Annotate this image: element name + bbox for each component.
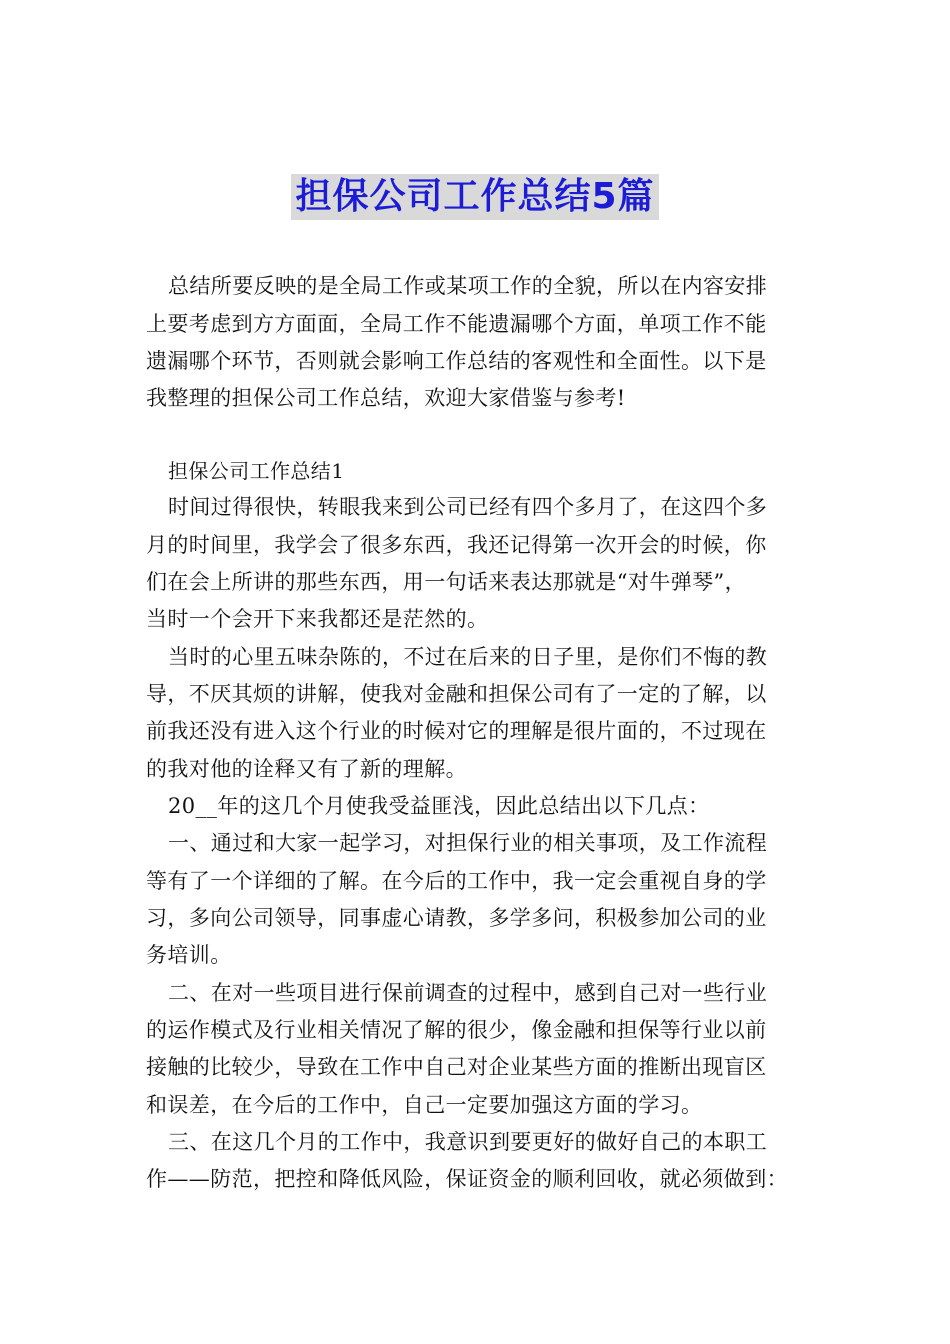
title-wrap (0, 174, 950, 220)
paragraph-line: 二、在对一些项目进行保前调查的过程中，感到自己对一些行业 (168, 981, 768, 1005)
paragraph-line: 习，多向公司领导，同事虚心请教，多学多问，积极参加公司的业 (146, 906, 767, 930)
paragraph-line: 们在会上所讲的那些东西，用一句话来表达那就是“对牛弹琴”， (146, 570, 747, 594)
paragraph-line: 一、通过和大家一起学习，对担保行业的相关事项，及工作流程 (168, 831, 768, 855)
section-heading: 担保公司工作总结1 (168, 459, 345, 483)
paragraph-line: 20__年的这几个月使我受益匪浅，因此总结出以下几点： (168, 794, 710, 818)
paragraph-line: 我整理的担保公司工作总结，欢迎大家借鉴与参考! (146, 386, 626, 410)
paragraph-line: 上要考虑到方方面面，全局工作不能遗漏哪个方面，单项工作不能 (146, 312, 767, 336)
document-title: 担保公司工作总结5篇 (291, 174, 658, 220)
paragraph-line: 当时一个会开下来我都还是茫然的。 (146, 607, 489, 631)
paragraph-line: 等有了一个详细的了解。在今后的工作中，我一定会重视自身的学 (146, 869, 767, 893)
paragraph-line: 和误差，在今后的工作中，自己一定要加强这方面的学习。 (146, 1093, 703, 1117)
paragraph-line: 时间过得很快，转眼我来到公司已经有四个多月了，在这四个多 (168, 495, 768, 519)
paragraph-line: 总结所要反映的是全局工作或某项工作的全貌，所以在内容安排 (168, 274, 768, 298)
paragraph-line: 作——防范，把控和降低风险，保证资金的顺利回收，就必须做到： (146, 1167, 788, 1191)
paragraph-line: 遗漏哪个环节，否则就会影响工作总结的客观性和全面性。以下是 (146, 349, 767, 373)
paragraph-line: 导，不厌其烦的讲解，使我对金融和担保公司有了一定的了解，以 (146, 682, 767, 706)
paragraph-line: 前我还没有进入这个行业的时候对它的理解是很片面的，不过现在 (146, 719, 767, 743)
paragraph-line: 三、在这几个月的工作中，我意识到要更好的做好自己的本职工 (168, 1130, 768, 1154)
paragraph-line: 的我对他的诠释又有了新的理解。 (146, 757, 467, 781)
paragraph-line: 月的时间里，我学会了很多东西，我还记得第一次开会的时候，你 (146, 533, 767, 557)
paragraph-line: 当时的心里五味杂陈的，不过在后来的日子里，是你们不悔的教 (168, 645, 768, 669)
paragraph-line: 接触的比较少，导致在工作中自己对企业某些方面的推断出现盲区 (146, 1055, 767, 1079)
paragraph-line: 的运作模式及行业相关情况了解的很少，像金融和担保等行业以前 (146, 1018, 767, 1042)
paragraph-line: 务培训。 (146, 943, 232, 967)
